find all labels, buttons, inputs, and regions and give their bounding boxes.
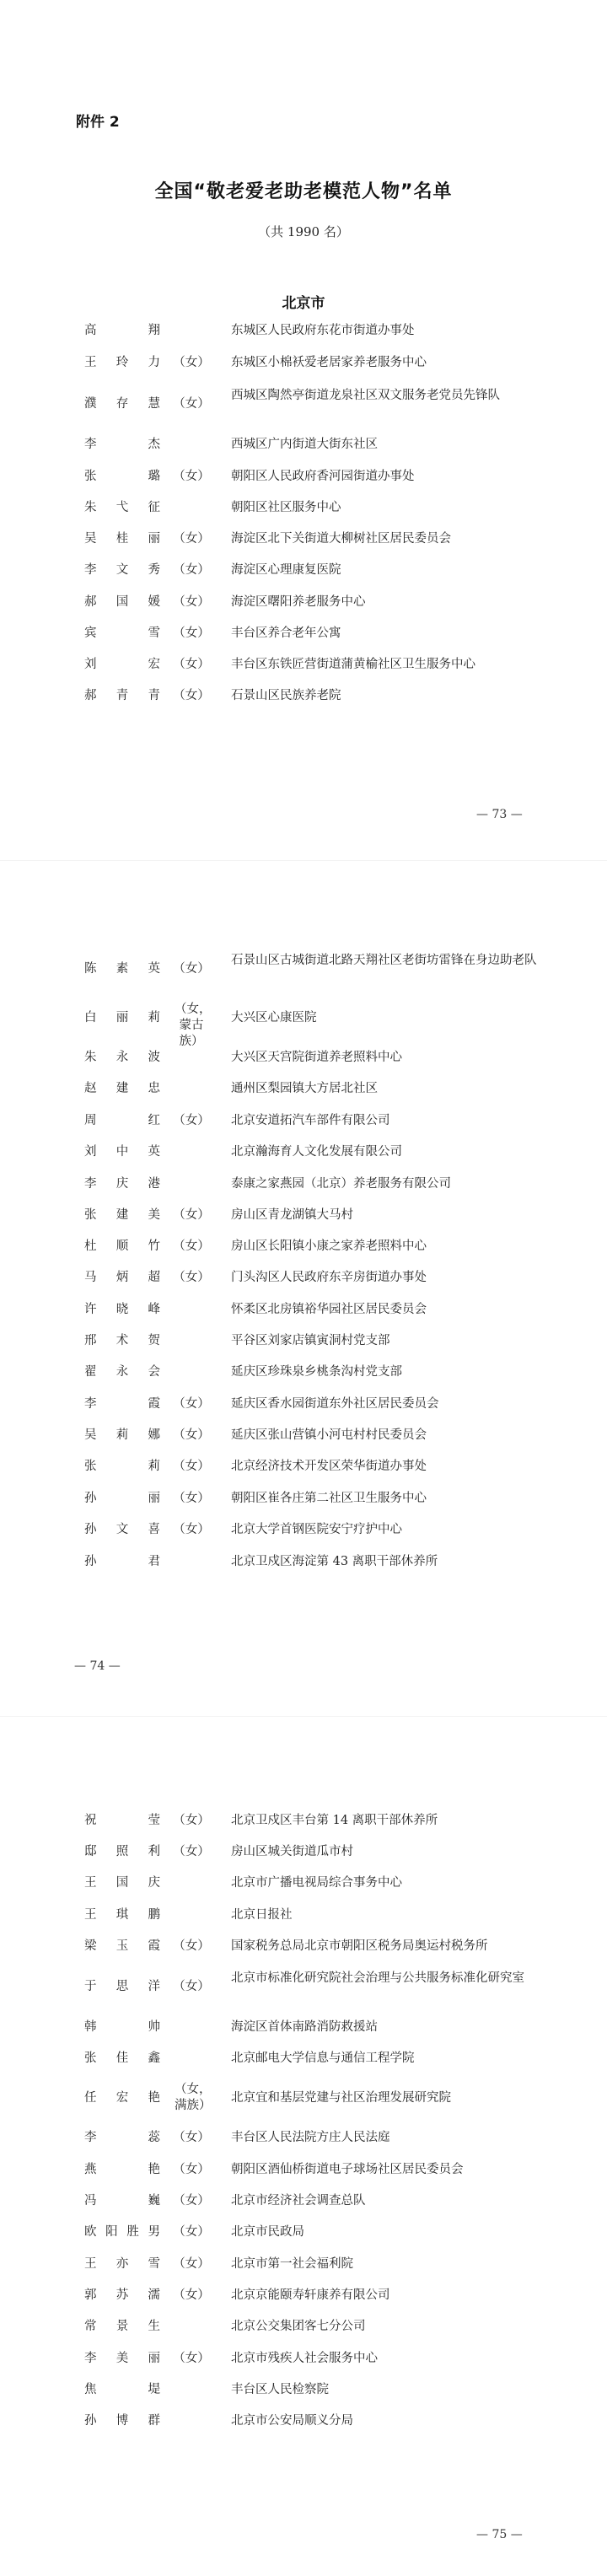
work-unit: 丰台区养合老年公寓 [231,627,341,640]
work-unit: 朝阳区酒仙桥街道电子球场社区居民委员会 [231,2163,464,2176]
gender-note: （女） [173,2288,210,2302]
gender-note: （女） [173,2163,210,2176]
work-unit: 北京市标准化研究院社会治理与公共服务标准化研究室 [231,1971,524,1985]
work-unit: 海淀区心理康复医院 [231,563,341,577]
gender-note: （女，满族） [175,2083,212,2112]
person-name: 孙 君 [84,1555,160,1568]
gender-note: （女） [173,962,210,976]
person-name: 于思洋 [84,1980,160,1993]
work-unit: 北京市公安局顺义分局 [231,2414,353,2428]
person-name: 燕 艳 [84,2163,160,2176]
work-unit: 西城区陶然亭街道龙泉社区双文服务老党员先锋队 [231,389,500,402]
person-name: 郭苏濡 [84,2288,160,2302]
page-divider [0,1716,607,1717]
work-unit: 北京卫戍区海淀第 43 离职干部休养所 [231,1555,438,1568]
work-unit: 延庆区香水园街道东外社区居民委员会 [231,1397,439,1411]
work-unit: 朝阳区人民政府香河园街道办事处 [231,470,415,483]
gender-note: （女） [173,1492,210,1505]
person-name: 濮存慧 [84,397,160,411]
person-name: 张建美 [84,1208,160,1222]
work-unit: 朝阳区崔各庄第二社区卫生服务中心 [231,1492,427,1505]
person-name: 李美丽 [84,2352,160,2365]
work-unit: 北京宜和基层党建与社区治理发展研究院 [231,2091,451,2105]
gender-note: （女） [173,1428,210,1442]
document-title: 全国“敬老爱老助老模范人物”名单 [154,181,453,202]
page-number: — 73 — [476,808,523,821]
work-unit: 国家税务总局北京市朝阳区税务局奥运村税务所 [231,1939,488,1953]
person-name: 许晓峰 [84,1303,160,1316]
gender-note: （女） [173,1397,210,1411]
gender-note: （女） [173,2194,210,2208]
person-name: 高 翔 [84,324,160,337]
person-name: 李庆港 [84,1177,160,1191]
work-unit: 海淀区曙阳养老服务中心 [231,595,366,609]
work-unit: 北京京能颐寿轩康养有限公司 [231,2288,390,2302]
gender-note: （女） [173,532,210,546]
work-unit: 北京邮电大学信息与通信工程学院 [231,2052,415,2065]
person-name: 刘中英 [84,1145,160,1159]
work-unit: 平谷区刘家店镇寅洞村党支部 [231,1334,390,1347]
work-unit: 通州区梨园镇大方居北社区 [231,1082,378,1095]
person-name: 李文秀 [84,563,160,577]
person-name: 王亦雪 [84,2257,160,2271]
work-unit: 北京卫戍区丰台第 14 离职干部休养所 [231,1814,438,1827]
work-unit: 东城区小棉袄爱老居家养老服务中心 [231,356,427,369]
gender-note: （女） [173,1240,210,1253]
gender-note: （女） [173,1939,210,1953]
work-unit: 延庆区张山营镇小河屯村村民委员会 [231,1428,427,1442]
work-unit: 北京市经济社会调查总队 [231,2194,366,2208]
gender-note: （女） [173,356,210,369]
person-name: 孙博群 [84,2414,160,2428]
person-name: 孙 丽 [84,1492,160,1505]
gender-note: （女） [173,2225,210,2239]
work-unit: 门头沟区人民政府东辛房街道办事处 [231,1271,427,1284]
gender-note: （女） [173,1114,210,1127]
work-unit: 北京安道拓汽车部件有限公司 [231,1114,390,1127]
person-name: 李 霞 [84,1397,160,1411]
gender-note: （女） [173,1523,210,1536]
person-name: 冯 巍 [84,2194,160,2208]
person-name: 焦 堤 [84,2383,160,2396]
work-unit: 丰台区东铁匠营街道蒲黄榆社区卫生服务中心 [231,658,475,671]
person-name: 李 蕊 [84,2131,160,2144]
work-unit: 大兴区天宫院街道养老照料中心 [231,1051,402,1064]
work-unit: 延庆区珍珠泉乡桃条沟村党支部 [231,1365,402,1379]
person-name: 王玲力 [84,356,160,369]
work-unit: 怀柔区北房镇裕华园社区居民委员会 [231,1303,427,1316]
person-name: 孙文喜 [84,1523,160,1536]
gender-note: （女） [173,397,210,411]
person-name: 韩 帅 [84,2020,160,2034]
person-name: 祝 莹 [84,1814,160,1827]
work-unit: 北京大学首钢医院安宁疗护中心 [231,1523,402,1536]
person-name: 邢术贺 [84,1334,160,1347]
person-name: 朱永波 [84,1051,160,1064]
work-unit: 房山区城关街道瓜市村 [231,1845,353,1858]
person-name: 张 璐 [84,470,160,483]
person-name: 郝青青 [84,689,160,702]
gender-note: （女） [173,1980,210,1993]
gender-note: （女，蒙古族） [175,1003,212,1048]
gender-note: （女） [173,627,210,640]
page-divider [0,860,607,861]
gender-note: （女） [173,595,210,609]
person-name: 宾 雪 [84,627,160,640]
person-name: 翟永会 [84,1365,160,1379]
work-unit: 石景山区民族养老院 [231,689,341,702]
work-unit: 北京市广播电视局综合事务中心 [231,1876,402,1890]
person-name: 周 红 [84,1114,160,1127]
work-unit: 海淀区首体南路消防救援站 [231,2020,378,2034]
work-unit: 丰台区人民检察院 [231,2383,329,2396]
person-name: 邸照利 [84,1845,160,1858]
work-unit: 北京瀚海育人文化发展有限公司 [231,1145,402,1159]
page-number: — 74 — [74,1659,121,1673]
person-name: 郝国媛 [84,595,160,609]
person-name: 张佳鑫 [84,2052,160,2065]
gender-note: （女） [173,1208,210,1222]
person-name: 杜顺竹 [84,1240,160,1253]
gender-note: （女） [173,658,210,671]
work-unit: 北京市残疾人社会服务中心 [231,2352,378,2365]
gender-note: （女） [173,563,210,577]
work-unit: 房山区青龙湖镇大马村 [231,1208,353,1222]
person-name: 吴莉娜 [84,1428,160,1442]
person-name: 赵建忠 [84,1082,160,1095]
work-unit: 大兴区心康医院 [231,1011,317,1024]
page-number: — 75 — [476,2528,523,2541]
person-name: 朱弋征 [84,501,160,514]
gender-note: （女） [173,1814,210,1827]
work-unit: 西城区广内街道大街东社区 [231,438,378,451]
person-name: 陈素英 [84,962,160,976]
gender-note: （女） [173,2131,210,2144]
person-name: 王国庆 [84,1876,160,1890]
work-unit: 北京公交集团客七分公司 [231,2320,366,2333]
document-subtitle: （共 1990 名） [258,224,349,239]
person-name: 李 杰 [84,438,160,451]
gender-note: （女） [173,1460,210,1473]
work-unit: 北京市第一社会福利院 [231,2257,353,2271]
person-name: 王琪鹏 [84,1908,160,1922]
person-name: 常景生 [84,2320,160,2333]
region-heading: 北京市 [282,295,325,312]
person-name: 白丽莉 [84,1011,160,1024]
work-unit: 北京市民政局 [231,2225,304,2239]
gender-note: （女） [173,470,210,483]
person-name: 梁玉霞 [84,1939,160,1953]
gender-note: （女） [173,2257,210,2271]
person-name: 吴桂丽 [84,532,160,546]
gender-note: （女） [173,2352,210,2365]
gender-note: （女） [173,1271,210,1284]
person-name: 刘 宏 [84,658,160,671]
work-unit: 丰台区人民法院方庄人民法庭 [231,2131,390,2144]
work-unit: 北京经济技术开发区荣华街道办事处 [231,1460,427,1473]
gender-note: （女） [173,1845,210,1858]
work-unit: 泰康之家燕园（北京）养老服务有限公司 [231,1177,451,1191]
attachment-label: 附件 2 [76,114,120,131]
gender-note: （女） [173,689,210,702]
work-unit: 东城区人民政府东花市街道办事处 [231,324,415,337]
work-unit: 石景山区古城街道北路天翔社区老街坊雷锋在身边助老队 [231,954,537,967]
work-unit: 北京日报社 [231,1908,293,1922]
work-unit: 房山区长阳镇小康之家养老照料中心 [231,1240,427,1253]
person-name: 张 莉 [84,1460,160,1473]
person-name: 任宏艳 [84,2091,160,2105]
work-unit: 朝阳区社区服务中心 [231,501,341,514]
person-name: 马炳超 [84,1271,160,1284]
work-unit: 海淀区北下关街道大柳树社区居民委员会 [231,532,451,546]
person-name: 欧阳胜男 [84,2225,160,2239]
